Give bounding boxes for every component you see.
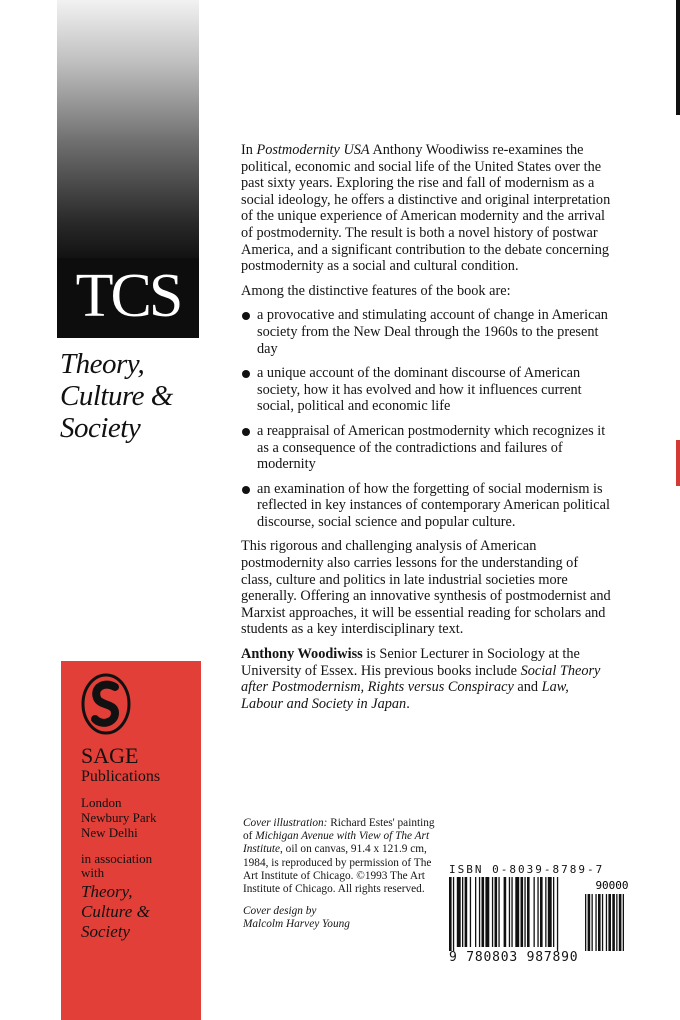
features-lead: Among the distinctive features of the book are: (241, 282, 511, 299)
barcode-addon-bars (585, 894, 624, 951)
author-bio: Anthony Woodiwiss is Senior Lecturer in Sociology at the University of Essex. His previous books include Social Theory after Postmodernism, Rights versus Conspiracy and Law, Labour and Society in Japan. (241, 646, 601, 712)
series-title-line: Society (60, 412, 141, 444)
barcode-bar (492, 877, 493, 947)
series-logo-block (57, 258, 199, 338)
publisher-panel (61, 661, 201, 1020)
barcode-bar (511, 877, 512, 947)
sage-s-logo-icon (81, 673, 131, 735)
barcode-bar (548, 877, 552, 947)
series-title (60, 348, 173, 444)
barcode (449, 877, 630, 951)
city: London (81, 795, 122, 810)
barcode-bar (524, 877, 525, 947)
barcode-bar (553, 877, 554, 947)
analysis-paragraph: This rigorous and challenging analysis of American postmodernity also carries lessons for the understanding of class, culture and politics in late industrial societies more generally. Offering an innovative synthesis of postmodernist and Marxist approaches, it will be essential reading for scholars and students as a key interdisciplinary text. (241, 538, 611, 638)
isbn-text: ISBN 0-8039-8789-7 (449, 863, 605, 876)
barcode-bar (595, 894, 596, 951)
barcode-bar (602, 894, 603, 951)
barcode-bar (457, 877, 461, 947)
city: Newbury Park (81, 810, 157, 825)
publisher-cities (81, 795, 160, 840)
barcode-bar (606, 894, 607, 951)
barcode-bar (619, 894, 622, 951)
barcode-bar (545, 877, 546, 947)
series-title-line: Culture & (60, 380, 173, 412)
publisher-text (81, 745, 160, 942)
barcode-bar (475, 877, 476, 947)
barcode-bar (534, 877, 535, 947)
edge-marker-red (676, 440, 680, 486)
barcode-bar (598, 894, 601, 951)
barcode-bar (495, 877, 498, 947)
barcode-bar (585, 894, 586, 951)
association-text: in association with (81, 851, 153, 880)
cover-gradient-strip (57, 0, 199, 260)
barcode-bar (557, 877, 558, 951)
barcode-bar (485, 877, 489, 947)
barcode-bar (540, 877, 543, 947)
cover-credits (243, 817, 438, 941)
blurb (241, 142, 613, 720)
feature-item: a provocative and stimulating account of change in American society from the New Deal through the 1960s to the present day (241, 307, 613, 357)
barcode-bar (608, 894, 611, 951)
barcode-bar (470, 877, 471, 947)
barcode-bar (588, 894, 591, 951)
author-name: Anthony Woodiwiss (241, 646, 363, 663)
barcode-bar (623, 894, 624, 951)
publisher-name: SAGE (81, 743, 139, 768)
price-code: 90000 (595, 879, 629, 892)
barcode-bar (537, 877, 538, 947)
barcode-bar (453, 877, 454, 951)
barcode-bar (515, 877, 519, 947)
illustration-credit: Cover illustration: Richard Estes' painting of Michigan Avenue with View of The Art Institute, oil on canvas, 91.4 x 121.9 cm, 1984, is reproduced by permission of The Art Institute of Chicago. ©1993 The Art Institute of Chicago. All rights reserved. (243, 817, 435, 896)
design-credit: Cover design by Malcolm Harvey Young (243, 905, 350, 931)
barcode-bar (504, 877, 507, 947)
barcode-bar (521, 877, 524, 947)
barcode-bar (612, 894, 615, 951)
barcode-main-bars (449, 877, 558, 951)
barcode-bar (616, 894, 617, 951)
city: New Delhi (81, 825, 138, 840)
barcode-bar (509, 877, 510, 947)
features-list (241, 307, 613, 530)
intro-paragraph: In Postmodernity USA Anthony Woodiwiss re-examines the political, economic and social life of the United States over the past sixty years. Exploring the rise and fall of modernism as a social ideology, he offers a distinctive and original interpretation of the unique experience of American modernity and the arrival of postmodernity. The result is both a novel history of postwar America, and a significant contribution to the debate concerning postmodernity as a social and cultural condition. (241, 142, 611, 275)
feature-item: a unique account of the dominant discourse of American society, how it has evolved and how it influences current social, political and economic life (241, 365, 613, 415)
barcode-bar (592, 894, 593, 951)
book-title: Postmodernity USA (256, 142, 370, 158)
series-logo: TCS (75, 262, 181, 330)
barcode-bar (462, 877, 463, 947)
feature-item: an examination of how the forgetting of social modernism is reflected in key instances of contemporary American political discourse, social science and popular culture. (241, 481, 613, 531)
publisher-sub: Publications (81, 768, 161, 785)
barcode-bar (498, 877, 499, 947)
barcode-bar (465, 877, 468, 947)
barcode-bar (449, 877, 452, 951)
barcode-number: 9 780803 987890 (449, 950, 579, 965)
barcode-bar (479, 877, 480, 947)
edge-marker-black (676, 0, 680, 115)
feature-item: a reappraisal of American postmodernity which recognizes it as a consequence of the contradictions and failures of modernity (241, 423, 613, 473)
association-series: Theory, Culture & Society (81, 882, 150, 941)
barcode-bar (482, 877, 485, 947)
series-title-line: Theory, (60, 348, 145, 380)
barcode-bar (527, 877, 530, 947)
